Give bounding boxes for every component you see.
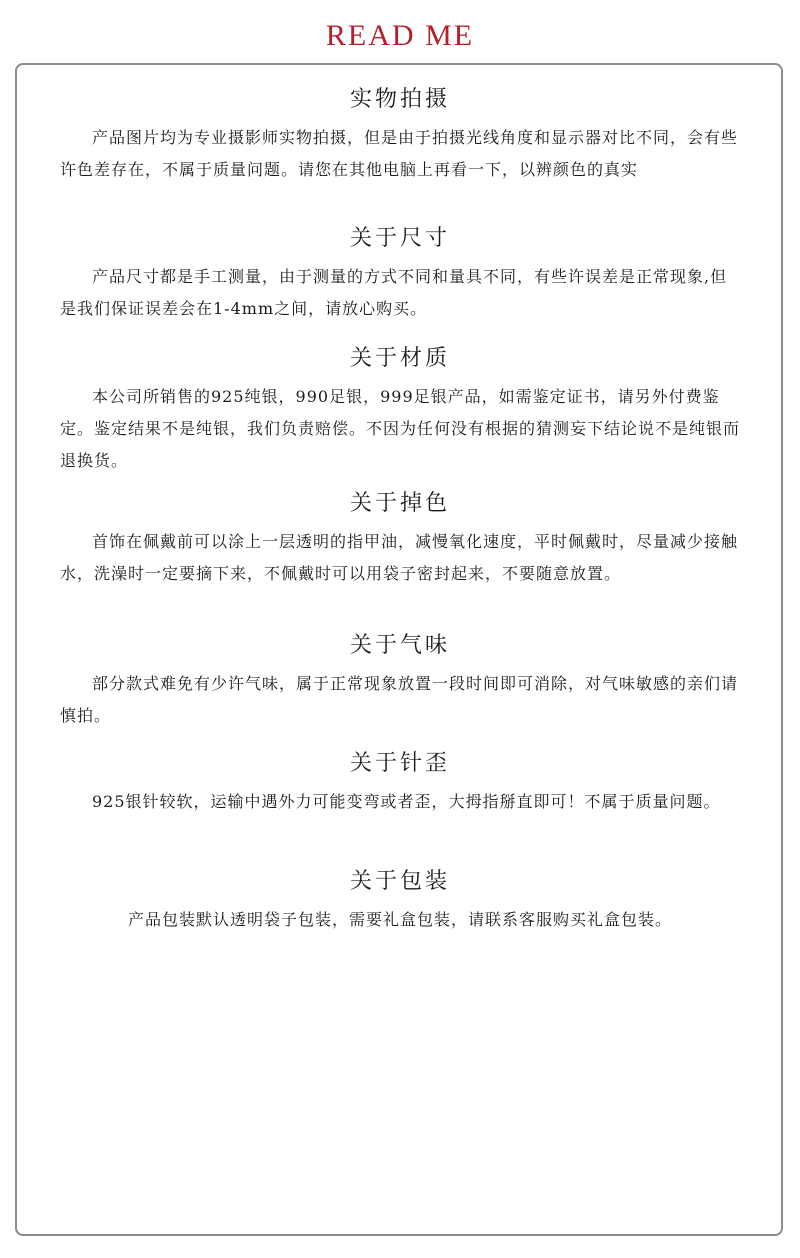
section-body: 925银针较软，运输中遇外力可能变弯或者歪，大拇指掰直即可！不属于质量问题。: [92, 792, 721, 811]
section-fading: [60, 490, 740, 590]
page-title: READ ME: [325, 19, 475, 52]
section-body: 产品包装默认透明袋子包装，需要礼盒包装，请联系客服购买礼盒包装。: [127, 910, 672, 929]
section-heading: 关于气味: [349, 633, 450, 658]
section-heading: 关于包装: [349, 869, 450, 894]
section-body: 首饰在佩戴前可以涂上一层透明的指甲油，减慢氧化速度，平时佩戴时，尽量减少接触水，洗澡时一定要摘下来，不佩戴时可以用袋子密封起来，不要随意放置。: [60, 532, 739, 583]
section-body: 本公司所销售的925纯银，990足银，999足银产品，如需鉴定证书，请另外付费鉴定。鉴定结果不是纯银，我们负责赔偿。不因为任何没有根据的猜测妄下结论说不是纯银而退换货。: [60, 387, 741, 470]
section-body: 产品图片均为专业摄影师实物拍摄，但是由于拍摄光线角度和显示器对比不同，会有些许色差存在，不属于质量问题。请您在其他电脑上再看一下，以辨颜色的真实: [60, 128, 739, 179]
section-heading: 关于掉色: [349, 491, 450, 516]
section-material: [60, 345, 740, 477]
section-photography: [60, 86, 740, 186]
section-heading: 实物拍摄: [349, 87, 450, 112]
section-body: 产品尺寸都是手工测量，由于测量的方式不同和量具不同，有些许误差是正常现象,但是我们保证误差会在1-4mm之间，请放心购买。: [60, 267, 728, 318]
section-heading: 关于针歪: [349, 751, 450, 776]
section-body: 部分款式难免有少许气味，属于正常现象放置一段时间即可消除，对气味敏感的亲们请慎拍。: [60, 674, 739, 725]
section-heading: 关于材质: [349, 346, 450, 371]
section-bent-pin: [60, 750, 740, 818]
section-odor: [60, 632, 740, 732]
section-size: [60, 225, 740, 325]
section-heading: 关于尺寸: [349, 226, 450, 251]
section-packaging: [60, 868, 740, 936]
